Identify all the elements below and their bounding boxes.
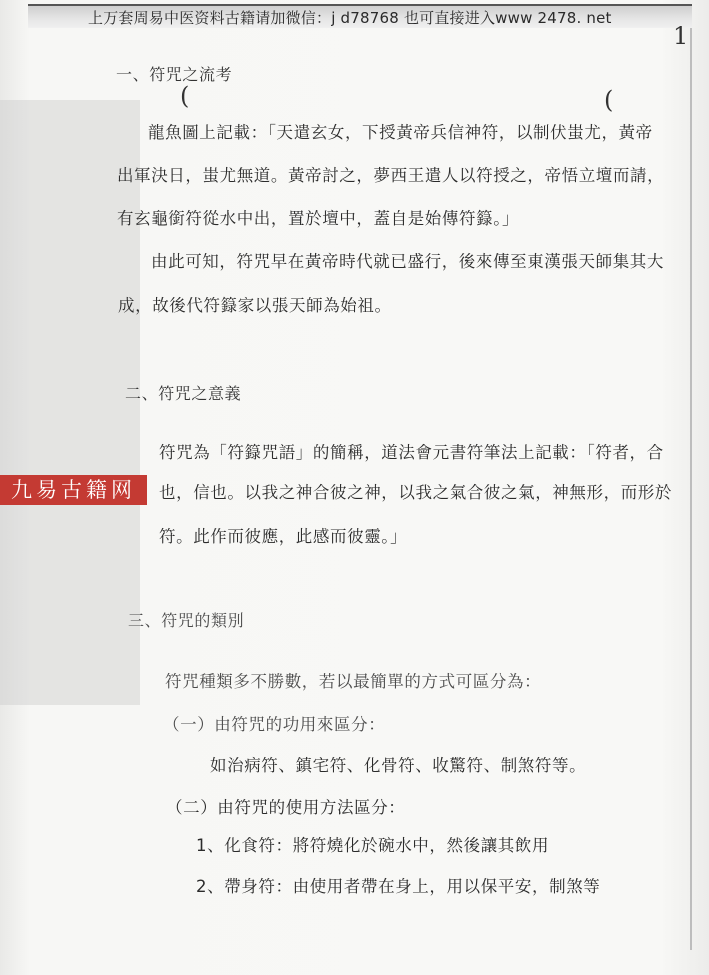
page-number: 1 (673, 22, 689, 50)
paragraph-line: 符咒種類多不勝數，若以最簡單的方式可區分為： (165, 672, 542, 691)
paragraph-line: 龍魚圖上記載：「天遣玄女，下授黃帝兵信神符，以制伏蚩尤，黃帝 (148, 123, 653, 142)
paragraph-line: 出軍決日，蚩尤無道。黃帝討之，夢西王遣人以符授之，帝悟立壇而請， (117, 166, 665, 185)
page-edge (690, 20, 692, 950)
section-heading: 一、符咒之流考 (116, 65, 233, 84)
paragraph-line: 符。此作而彼應，此感而彼靈。」 (159, 527, 408, 546)
section-heading: 二、符咒之意義 (125, 384, 242, 403)
site-logo-stamp: 九易古籍网 (0, 475, 147, 505)
list-heading: （二）由符咒的使用方法區分： (166, 798, 406, 817)
paragraph-line: 成，故後代符籙家以張天師為始祖。 (118, 296, 392, 315)
list-item: 1、化食符：將符燒化於碗水中，然後讓其飲用 (196, 836, 550, 855)
paragraph-line: 由此可知，符咒早在黃帝時代就已盛行，後來傳至東漢張天師集其大 (151, 252, 664, 271)
list-item: 2、帶身符：由使用者帶在身上，用以保平安，制煞等 (196, 877, 601, 896)
section-heading: 三、符咒的類別 (128, 611, 245, 630)
handwritten-mark: ( (604, 86, 614, 114)
watermark-text: 上万套周易中医资料古籍请加微信：j d78768 也可直接进入www 2478. net (88, 9, 612, 27)
paragraph-line: 符咒為「符籙咒語」的簡稱，道法會元書符筆法上記載：「符者，合 (159, 443, 664, 462)
scan-shadow (0, 100, 140, 705)
paragraph-line: 有玄龜銜符從水中出，置於壇中，蓋自是始傳符籙。」 (117, 209, 520, 228)
paragraph-line: 也，信也。以我之神合彼之神，以我之氣合彼之氣，神無形，而形於 (159, 483, 672, 502)
handwritten-mark: ( (180, 82, 190, 110)
list-heading: （一）由符咒的功用來區分： (163, 715, 386, 734)
list-item: 如治病符、鎮宅符、化骨符、收驚符、制煞符等。 (210, 756, 587, 775)
